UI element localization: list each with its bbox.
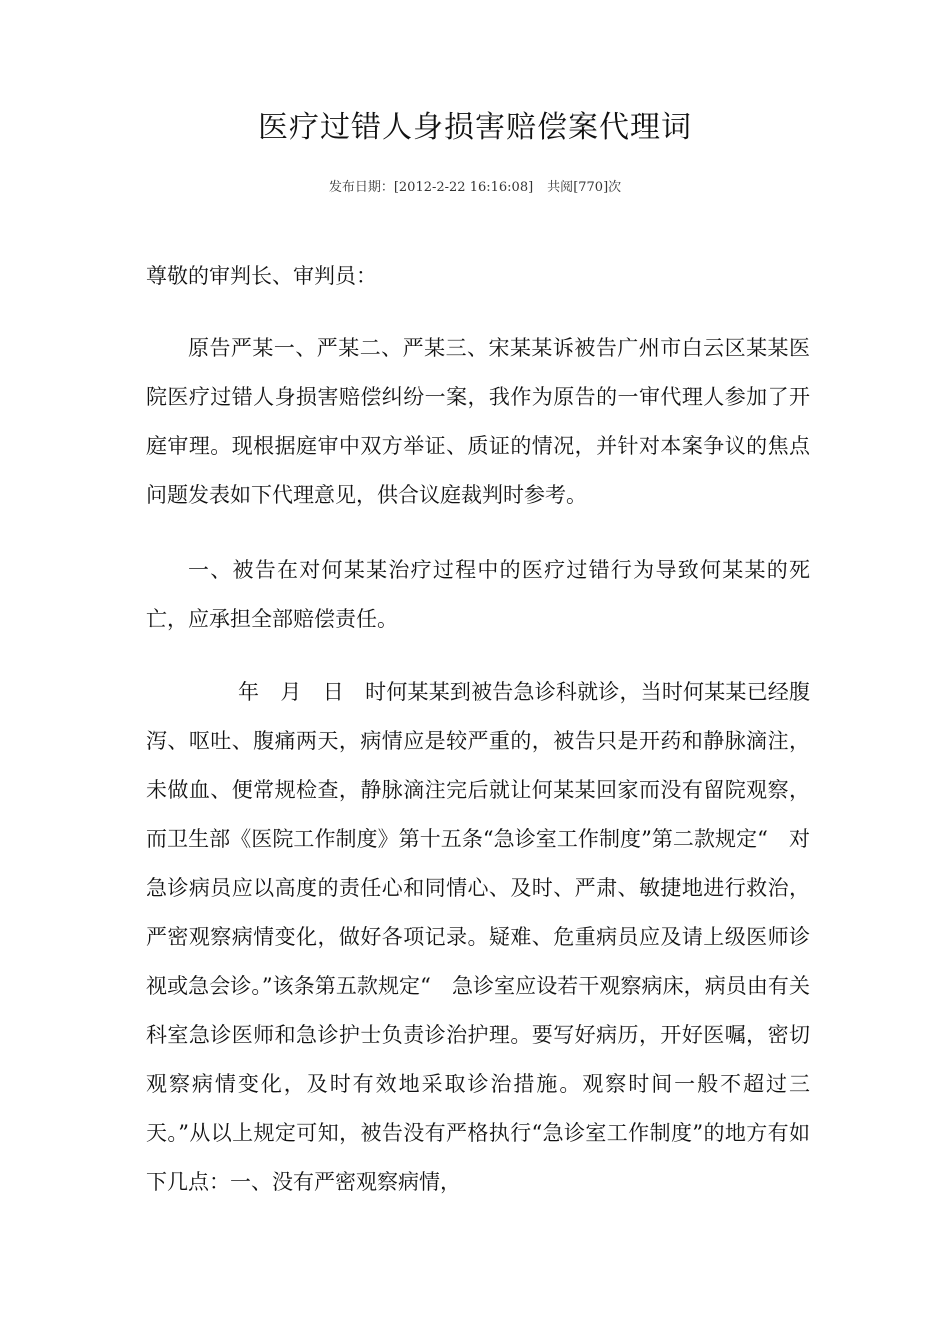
paragraph-point-one: 一、被告在对何某某治疗过程中的医疗过错行为导致何某某的死亡，应承担全部赔偿责任。 (146, 558, 810, 631)
document-title: 医疗过错人身损害赔偿案代理词 (258, 110, 692, 145)
read-count: [770] (573, 180, 609, 195)
paragraph-intro: 原告严某一、严某二、严某三、宋某某诉被告广州市白云区某某医院医疗过错人身损害赔偿纠纷一案，我作为原告的一审代理人参加了开庭审理。现根据庭审中双方举证、质证的情况，并针对本案争议的焦点问题发表如下代理意见，供合议庭裁判时参考。 (146, 336, 810, 507)
publish-meta (0, 178, 950, 198)
publish-date-label: 发布日期： (328, 180, 394, 195)
read-count-suffix: 次 (608, 180, 622, 195)
publish-date: [2012-2-22 16:16:08] (393, 180, 534, 195)
read-count-label: 共阅 (547, 180, 574, 195)
salutation: 尊敬的审判长、审判员： (146, 264, 377, 288)
paragraph-facts: 年 月 日 时何某某到被告急诊科就诊，当时何某某已经腹泻、呕吐、腹痛两天，病情应是较严重的，被告只是开药和静脉滴注，未做血、便常规检查，静脉滴注完后就让何某某回家而没有留院观察，而卫生部《医院工作制度》第十五条“急诊室工作制度”第二款规定“ 对急诊病员应以高度的责任心和同情心、及时、严肃、敏捷地进行救治，严密观察病情变化，做好各项记录。疑难、危重病员应及请上级医师诊视或急会诊。”该条第五款规定“ 急诊室应设若干观察病床，病员由有关科室急诊医师和急诊护士负责诊治护理。要写好病历，开好医嘱，密切观察病情变化，及时有效地采取诊治措施。观察时间一般不超过三天。”从以上规定可知，被告没有严格执行“急诊室工作制度”的地方有如下几点：一、没有严密观察病情， (146, 680, 810, 1194)
